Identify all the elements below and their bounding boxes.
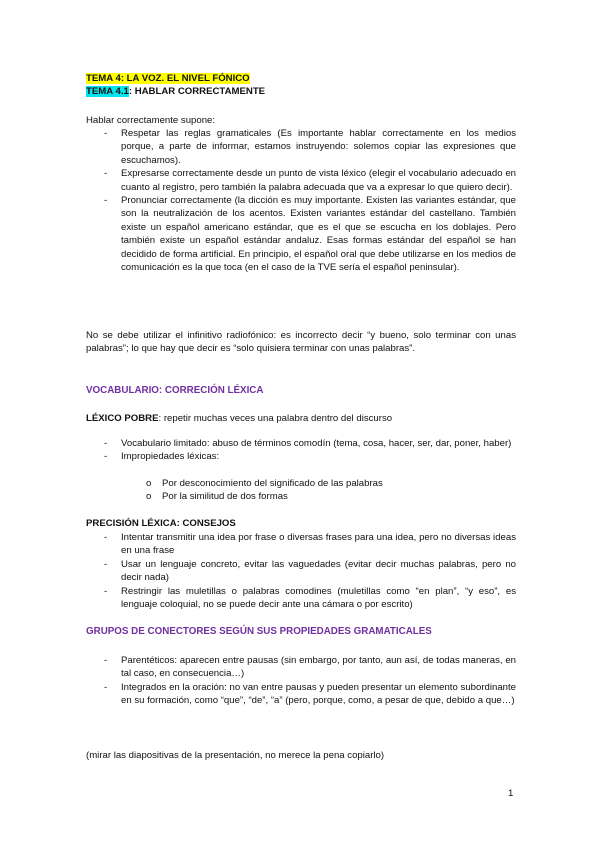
note-text: (mirar las diapositivas de la presentación, no merece la pena copiarlo)	[86, 750, 385, 761]
list-item: - Parentéticos: aparecen entre pausas (sin embargo, por tanto, aun así, de todas maneras, en tal caso, en consecuencia…)	[104, 654, 516, 681]
list-item: - Integrados en la oración: no van entre pausas y pueden presentar un elemento subordinante en su formación, como “que”, “de”, “a” (pero, porque, como, a pesar de que, debido a que…)	[104, 681, 516, 708]
list-item: - Expresarse correctamente desde un punto de vista léxico (elegir el vocabulario adecuado en cuanto al registro, pero también la palabra adecuada que va a expresar lo que quiero decir).	[104, 167, 516, 194]
precision-heading: PRECISIÓN LÉXICA: CONSEJOS	[86, 518, 236, 529]
list-item: o Por la similitud de dos formas	[146, 490, 506, 503]
list-item: - Impropiedades léxicas:	[104, 450, 516, 463]
tema41-heading	[86, 85, 265, 98]
infinitivo-paragraph: No se debe utilizar el infinitivo radiofónico: es incorrecto decir “y bueno, solo terminar con unas palabras”; lo que hay que decir es “solo quisiera terminar con unas palabras”.	[86, 330, 516, 355]
lexico-pobre-line	[86, 412, 392, 425]
lexico-pobre-text: : repetir muchas veces una palabra dentro del discurso	[158, 413, 393, 424]
list-item: - Intentar transmitir una idea por frase o diversas frases para una idea, pero no diversas ideas en una frase	[104, 531, 516, 558]
lexico-pobre-label: LÉXICO POBRE	[86, 413, 159, 424]
precision-list	[104, 531, 516, 611]
conectores-list	[104, 654, 516, 708]
list-item: o Por desconocimiento del significado de las palabras	[146, 477, 506, 490]
page-number: 1	[508, 788, 514, 799]
supone-list	[104, 127, 516, 274]
tema41-title: : HABLAR CORRECTAMENTE	[128, 86, 266, 97]
intro-text: Hablar correctamente supone:	[86, 115, 216, 126]
conectores-heading: GRUPOS DE CONECTORES SEGÚN SUS PROPIEDADES GRAMATICALES	[86, 626, 432, 637]
tema4-heading	[86, 72, 250, 85]
tema4-title: TEMA 4: LA VOZ. EL NIVEL FÓNICO	[86, 73, 250, 84]
lexico-list	[104, 437, 516, 464]
impropiedades-list	[146, 477, 506, 504]
list-item: - Usar un lenguaje concreto, evitar las vaguedades (evitar decir muchas palabras, pero no decir nada)	[104, 558, 516, 585]
list-item: - Pronunciar correctamente (la dicción es muy importante. Existen las variantes estándar, que son la neutralización de los acentos. Existen variantes estándar del castellano. También existe un español americano estándar, que es el que se escucha en los doblajes. Pero también existe un español estándar andaluz. Esas formas estándar del español se han decidido de forma artificial. En principio, el español oral que debe utilizarse en los medios de comunicación es la que toca (en el caso de la TVE sería el español peninsular).	[104, 194, 516, 274]
tema41-label: TEMA 4.1	[86, 86, 129, 97]
list-item: - Respetar las reglas gramaticales (Es importante hablar correctamente en los medios porque, a parte de informar, estamos instruyendo: solemos copiar las expresiones que escuchamos).	[104, 127, 516, 167]
list-item: - Vocabulario limitado: abuso de términos comodín (tema, cosa, hacer, ser, dar, poner, haber)	[104, 437, 516, 450]
vocabulario-heading: VOCABULARIO: CORRECIÓN LÉXICA	[86, 385, 264, 396]
list-item: - Restringir las muletillas o palabras comodines (muletillas como “en plan”, “y eso”, es lenguaje coloquial, no se puede decir ante una cámara o por escrito)	[104, 585, 516, 612]
